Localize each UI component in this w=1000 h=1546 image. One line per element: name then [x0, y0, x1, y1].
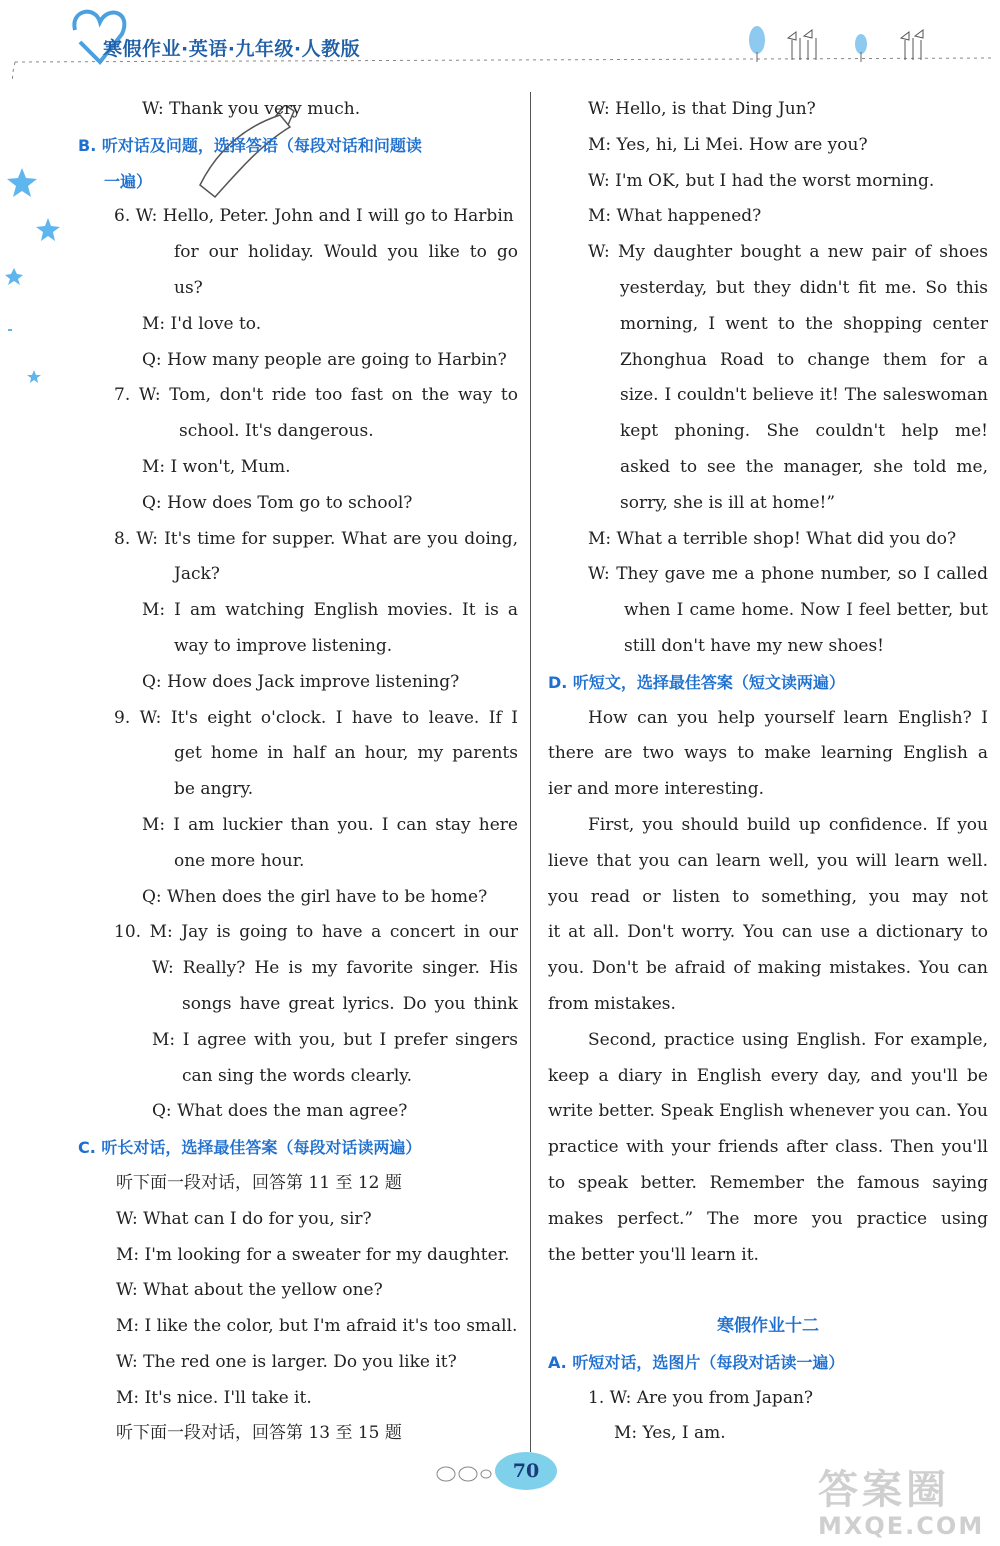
- text-line: practice with your friends after class. Then you'll: [548, 1137, 988, 1158]
- text-line: M: I'm looking for a sweater for my daughter.: [116, 1244, 510, 1265]
- text-line: Q: How does Tom go to school?: [142, 492, 413, 513]
- text-line: write better. Speak English whenever you can. You: [548, 1101, 988, 1122]
- text-line: 10. M: Jay is going to have a concert in our: [114, 922, 518, 943]
- text-line: M: Yes, I am.: [614, 1423, 726, 1444]
- text-line: be angry.: [174, 779, 254, 800]
- header-title: 寒假作业·英语·九年级·人教版: [103, 38, 361, 60]
- section-heading: D. 听短文，选择最佳答案（短文读两遍）: [548, 672, 845, 692]
- text-line: 8. W: It's time for supper. What are you doing,: [114, 528, 518, 549]
- star-icon: [36, 218, 60, 241]
- text-line: W: I'm OK, but I had the worst morning.: [588, 170, 935, 191]
- watermark-logo: [818, 1468, 984, 1540]
- flower-icon: [901, 30, 923, 60]
- text-line: W: My daughter bought a new pair of shoes: [588, 242, 988, 263]
- flower-icon: [788, 30, 816, 60]
- text-line: 7. W: Tom, don't ride too fast on the way to: [114, 385, 518, 406]
- text-line: from mistakes.: [548, 993, 676, 1014]
- text-line: keep a diary in English every day, and you'll be: [548, 1065, 988, 1086]
- section-heading: C. 听长对话，选择最佳答案（每段对话读两遍）: [78, 1138, 422, 1158]
- text-line: How can you help yourself learn English? I: [588, 707, 988, 728]
- text-line: 1. W: Are you from Japan?: [588, 1387, 814, 1408]
- text-line: school. It's dangerous.: [179, 421, 374, 442]
- text-line: sorry, she is ill at home!”: [620, 492, 836, 513]
- text-line: First, you should build up confidence. If you: [588, 814, 988, 835]
- text-line: size. I couldn't believe it! The saleswoman: [620, 385, 988, 406]
- text-line: 9. W: It's eight o'clock. I have to leave. If I: [114, 707, 518, 728]
- text-line: to speak better. Remember the famous saying: [548, 1172, 988, 1193]
- section-heading: 一遍）: [104, 171, 153, 191]
- text-line: M: I won't, Mum.: [142, 456, 291, 477]
- column-divider: [530, 92, 531, 1452]
- text-line: W: What about the yellow one?: [116, 1280, 383, 1301]
- text-line: M: I am watching English movies. It is a: [142, 600, 518, 621]
- text-line: M: Yes, hi, Li Mei. How are you?: [588, 134, 868, 155]
- text-line: for our holiday. Would you like to go: [174, 242, 518, 263]
- text-line: W: Hello, is that Ding Jun?: [588, 99, 816, 119]
- text-line: M: I like the color, but I'm afraid it's too small.: [116, 1316, 518, 1337]
- text-line: Q: When does the girl have to be home?: [142, 886, 488, 907]
- text-line: Second, practice using English. For example,: [588, 1029, 988, 1050]
- text-line: W: What can I do for you, sir?: [116, 1208, 372, 1229]
- watermark-text: 答案圈: [818, 1467, 950, 1513]
- text-line: M: I'd love to.: [142, 313, 262, 334]
- text-line: M: I am luckier than you. I can stay here: [142, 814, 518, 835]
- left-column: [78, 92, 518, 1452]
- text-line: 听下面一段对话，回答第 11 至 12 题: [116, 1172, 402, 1193]
- text-line: W: Really? He is my favorite singer. His: [152, 958, 518, 979]
- text-line: can sing the words clearly.: [182, 1065, 413, 1086]
- section-heading: B. 听对话及问题，选择答语（每段对话和问题读: [78, 135, 422, 155]
- text-line: M: It's nice. I'll take it.: [116, 1387, 312, 1408]
- text-line: morning, I went to the shopping center: [620, 313, 988, 334]
- tree-icon: [749, 26, 765, 54]
- text-line: M: I agree with you, but I prefer singers: [152, 1029, 518, 1050]
- text-line: Zhonghua Road to change them for a: [620, 349, 988, 370]
- text-line: W: They gave me a phone number, so I called: [588, 564, 988, 585]
- stars-decoration: [0, 160, 70, 580]
- page-header: [0, 0, 1000, 80]
- text-line: you read or listen to something, you may not: [548, 886, 988, 907]
- text-line: yesterday, but they didn't fit me. So this: [620, 277, 988, 298]
- text-line: it at all. Don't worry. You can use a dictionary to: [548, 922, 988, 943]
- text-line: the better you'll learn it.: [548, 1244, 759, 1265]
- text-line: asked to see the manager, she told me,: [620, 456, 988, 477]
- text-line: M: What a terrible shop! What did you do?: [588, 528, 957, 549]
- text-line: Q: How many people are going to Harbin?: [142, 349, 507, 370]
- text-line: songs have great lyrics. Do you think: [182, 993, 518, 1014]
- right-column: [548, 92, 988, 1452]
- text-line: lieve that you can learn well, you will learn well.: [548, 850, 988, 871]
- page-number: 70: [495, 1452, 557, 1490]
- watermark-url: MXQE.COM: [818, 1512, 985, 1540]
- text-line: W: Thank you very much.: [142, 99, 361, 119]
- text-line: get home in half an hour, my parents: [174, 743, 518, 764]
- text-line: [548, 1273, 988, 1309]
- text-line: W: The red one is larger. Do you like it?: [116, 1351, 457, 1372]
- tree-icon: [855, 34, 867, 54]
- text-line: M: What happened?: [588, 206, 762, 227]
- text-line: when I came home. Now I feel better, but: [624, 600, 988, 621]
- text-line: us?: [174, 277, 203, 298]
- text-line: 听下面一段对话，回答第 13 至 15 题: [116, 1423, 402, 1444]
- star-icon: [27, 370, 41, 383]
- star-icon: [5, 268, 23, 285]
- text-line: Jack?: [174, 564, 220, 585]
- star-icon: [7, 168, 37, 197]
- text-line: still don't have my new shoes!: [624, 635, 885, 656]
- text-line: there are two ways to make learning English a: [548, 743, 988, 764]
- section-title: 寒假作业十二: [717, 1316, 819, 1337]
- text-line: Q: What does the man agree?: [152, 1101, 408, 1122]
- text-line: makes perfect.” The more you practice using: [548, 1208, 988, 1229]
- text-line: ier and more interesting.: [548, 779, 765, 800]
- text-line: one more hour.: [174, 850, 305, 871]
- text-line: Q: How does Jack improve listening?: [142, 671, 460, 692]
- text-line: you. Don't be afraid of making mistakes. You can: [548, 958, 988, 979]
- text-line: way to improve listening.: [174, 635, 393, 656]
- text-line: kept phoning. She couldn't help me!: [620, 421, 988, 442]
- section-heading: A. 听短对话，选图片（每段对话读一遍）: [548, 1352, 845, 1372]
- text-line: 6. W: Hello, Peter. John and I will go to Harbin: [114, 206, 514, 227]
